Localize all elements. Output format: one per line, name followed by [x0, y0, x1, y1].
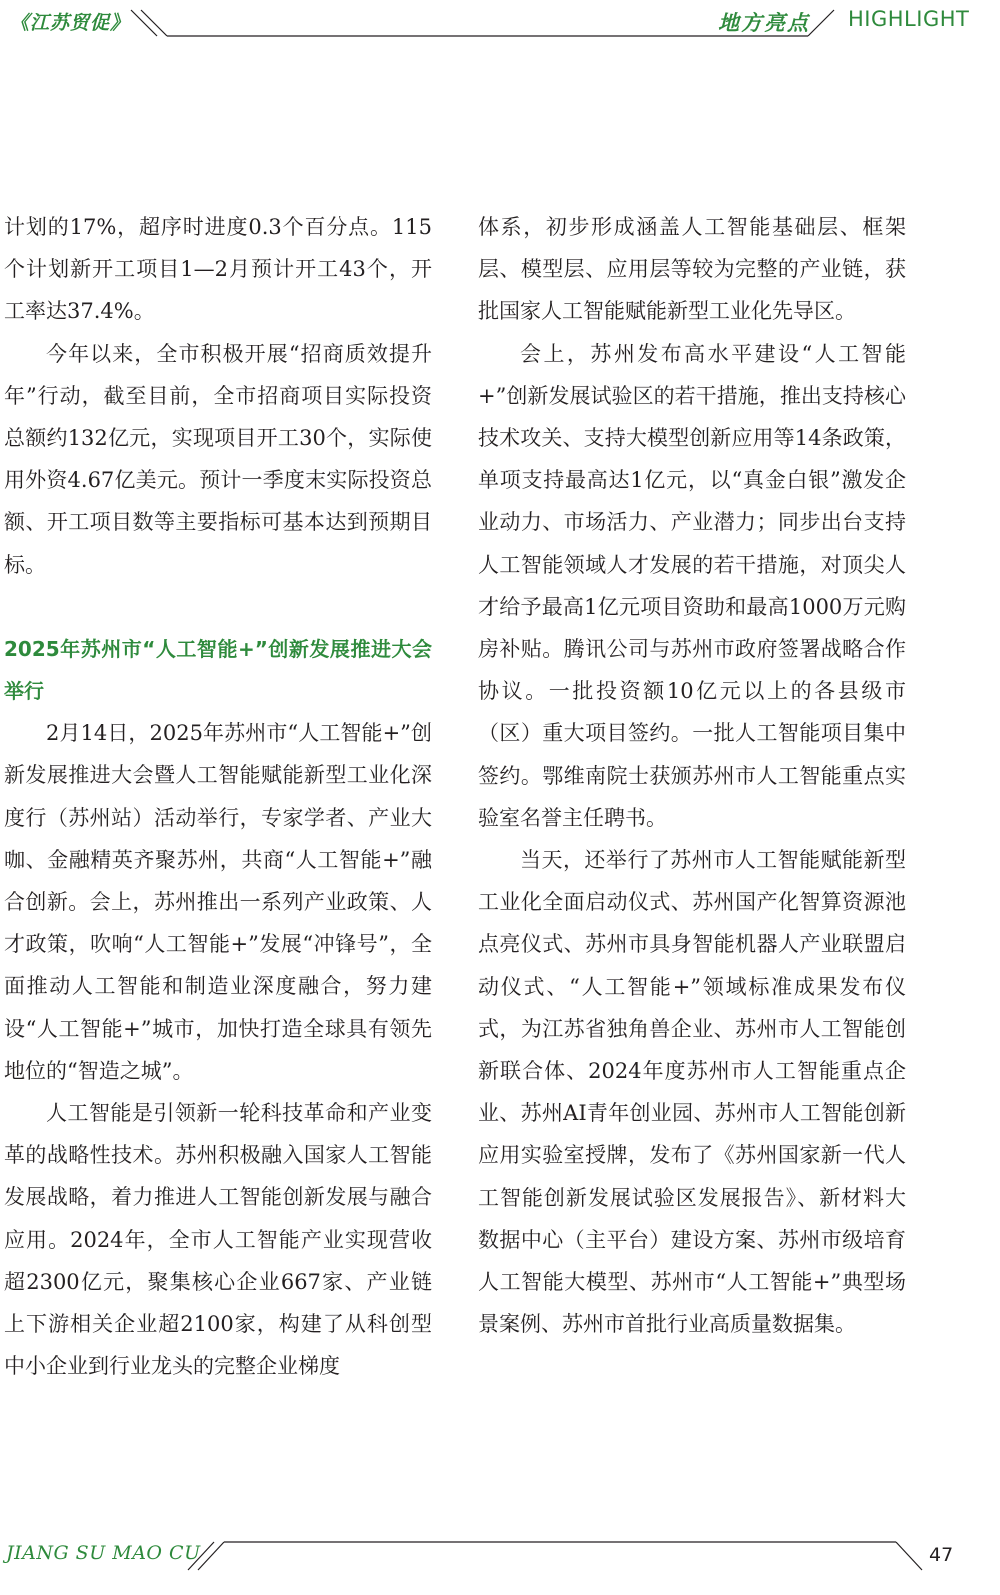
- section-gap: [4, 586, 432, 628]
- page-number: 47: [929, 1544, 954, 1566]
- paragraph: 2月14日，2025年苏州市“人工智能+”创新发展推进大会暨人工智能赋能新型工业化深度行（苏州站）活动举行，专家学者、产业大咖、金融精英齐聚苏州，共商“人工智能+”融合创新。会上，苏州推出一系列产业政策、人才政策，吹响“人工智能+”发展“冲锋号”，全面推动人工智能和制造业深度融合，努力建设“人工智能+”城市，加快打造全球具有领先地位的“智造之城”。: [4, 721, 432, 1083]
- paragraph: 计划的17%，超序时进度0.3个百分点。115个计划新开工项目1—2月预计开工43个，开工率达37.4%。: [4, 215, 432, 324]
- paragraph: 体系，初步形成涵盖人工智能基础层、框架层、模型层、应用层等较为完整的产业链，获批国家人工智能赋能新型工业化先导区。: [478, 215, 906, 324]
- paragraph: 会上，苏州发布高水平建设“人工智能+”创新发展试验区的若干措施，推出支持核心技术攻关、支持大模型创新应用等14条政策，单项支持最高达1亿元，以“真金白银”激发企业动力、市场活力、产业潜力；同步出台支持人工智能领域人才发展的若干措施，对顶尖人才给予最高1亿元项目资助和最高1000万元购房补贴。腾讯公司与苏州市政府签署战略合作协议。一批投资额10亿元以上的各县级市（区）重大项目签约。一批人工智能项目集中签约。鄂维南院士获颁苏州市人工智能重点实验室名誉主任聘书。: [478, 341, 906, 830]
- page-footer: [0, 1530, 1000, 1595]
- left-column: [4, 206, 432, 1387]
- magazine-name: 《江苏贸促》: [10, 12, 131, 34]
- article-heading: 2025年苏州市“人工智能+”创新发展推进大会举行: [4, 636, 432, 704]
- paragraph: 人工智能是引领新一轮科技革命和产业变革的战略性技术。苏州积极融入国家人工智能发展战略，着力推进人工智能创新发展与融合应用。2024年，全市人工智能产业实现营收超2300亿元，聚集核心企业667家、产业链上下游相关企业超2100家，构建了从科创型中小企业到行业龙头的完整企业梯度: [4, 1101, 432, 1379]
- paragraph: 今年以来，全市积极开展“招商质效提升年”行动，截至目前，全市招商项目实际投资总额约132亿元，实现项目开工30个，实际使用外资4.67亿美元。预计一季度末实际投资总额、开工项目数等主要指标可基本达到预期目标。: [4, 341, 432, 577]
- highlight-label: HIGHLIGHT: [848, 7, 970, 31]
- paragraph: 当天，还举行了苏州市人工智能赋能新型工业化全面启动仪式、苏州国产化智算资源池点亮仪式、苏州市具身智能机器人产业联盟启动仪式、“人工智能+”领域标准成果发布仪式，为江苏省独角兽企业、苏州市人工智能创新联合体、2024年度苏州市人工智能重点企业、苏州AI青年创业园、苏州市人工智能创新应用实验室授牌，发布了《苏州国家新一代人工智能创新发展试验区发展报告》、新材料大数据中心（主平台）建设方案、苏州市级培育人工智能大模型、苏州市“人工智能+”典型场景案例、苏州市首批行业高质量数据集。: [478, 848, 906, 1337]
- section-name: 地方亮点: [718, 10, 810, 35]
- right-column: [478, 206, 906, 1345]
- page-header: [0, 0, 1000, 44]
- footer-magazine-name: JIANG SU MAO CU: [6, 1542, 201, 1564]
